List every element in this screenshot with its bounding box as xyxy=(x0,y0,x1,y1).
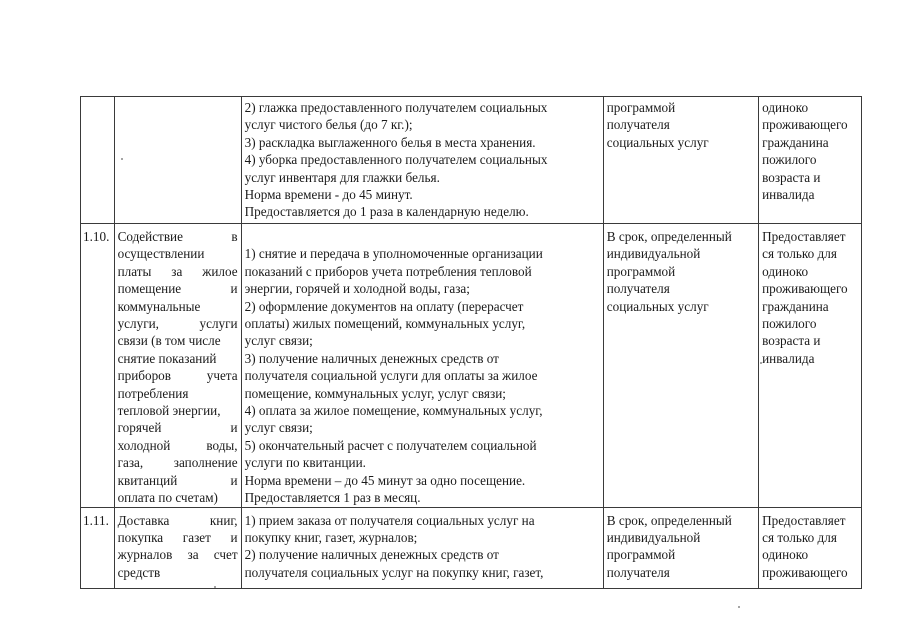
service-line: услуги, услуги xyxy=(117,316,238,332)
content-line: Норма времени - до 45 минут. xyxy=(244,187,413,203)
content-line: 2) оформление документов на оплату (перерасчет xyxy=(244,298,524,314)
content-line: оплаты) жилых помещений, коммунальных услуг, xyxy=(244,316,526,332)
row-number: 1.10. xyxy=(81,224,115,508)
term-line: В срок, определенный xyxy=(606,512,732,528)
term-cell xyxy=(603,97,758,224)
content-line: получателя социальных услуг на покупку книг, газет, xyxy=(244,564,544,580)
term-line: программой xyxy=(606,100,676,115)
table-row xyxy=(81,507,862,588)
term-cell xyxy=(603,507,758,588)
service-line: платы за жилое xyxy=(117,263,238,279)
content-line: показаний с приборов учета потребления тепловой xyxy=(244,263,532,279)
term-line: индивидуальной xyxy=(606,529,701,545)
service-line: Содействие в xyxy=(117,229,238,244)
note-line: инвалида xyxy=(762,187,815,203)
content-line: 1) снятие и передача в уполномоченные организации xyxy=(244,246,543,262)
note-line: Предоставляет xyxy=(762,512,846,528)
note-line: пожилого xyxy=(762,152,817,168)
row-number: 1.11. xyxy=(81,507,115,588)
content-line: покупку книг, газет, журналов; xyxy=(244,529,418,545)
content-line: помещение, коммунальных услуг, услуг связи; xyxy=(244,385,506,401)
row-number xyxy=(81,97,115,224)
content-line: 2) получение наличных денежных средств от xyxy=(244,547,499,563)
content-line: энергии, горячей и холодной воды, газа; xyxy=(244,281,470,297)
term-line: В срок, определенный xyxy=(606,229,732,244)
service-line: средств xyxy=(117,564,161,580)
note-line: гражданина xyxy=(762,298,829,314)
service-line: помещение и xyxy=(117,281,238,297)
term-line: индивидуальной xyxy=(606,246,701,262)
note-cell xyxy=(759,97,862,224)
service-line: оплата по счетам) xyxy=(117,490,218,506)
note-cell xyxy=(759,507,862,588)
content-line: 3) получение наличных денежных средств от xyxy=(244,350,499,366)
service-line: связи (в том числе xyxy=(117,333,221,349)
service-content-cell xyxy=(241,97,603,224)
service-line: холодной воды, xyxy=(117,437,238,453)
note-line: одиноко xyxy=(762,100,809,115)
note-line: возраста и xyxy=(762,169,821,185)
content-line: услуг инвентаря для глажки белья. xyxy=(244,169,440,185)
note-line: одиноко xyxy=(762,263,809,279)
note-line: Предоставляет xyxy=(762,229,846,244)
service-line: снятие показаний xyxy=(117,350,217,366)
service-line: квитанций и xyxy=(117,472,238,488)
note-line: ся только для xyxy=(762,529,837,545)
content-line: Предоставляется 1 раз в месяц. xyxy=(244,490,421,506)
table-row xyxy=(81,224,862,508)
content-line: услуги по квитанции. xyxy=(244,455,366,471)
services-table xyxy=(80,96,862,589)
term-line: получателя xyxy=(606,117,670,133)
content-line: услуг связи; xyxy=(244,420,313,436)
service-content-cell xyxy=(241,507,603,588)
note-line: инвалида xyxy=(762,350,815,366)
service-line: журналов за счет xyxy=(117,547,238,563)
content-line: услуг чистого белья (до 7 кг.); xyxy=(244,117,413,133)
service-line: тепловой энергии, xyxy=(117,403,221,419)
content-line: Норма времени – до 45 минут за одно посещение. xyxy=(244,472,526,488)
service-name-cell xyxy=(114,507,241,588)
note-line: ся только для xyxy=(762,246,837,262)
note-line: проживающего xyxy=(762,564,848,580)
term-line: программой xyxy=(606,547,676,563)
note-line: одиноко xyxy=(762,547,809,563)
scan-speck xyxy=(760,362,762,364)
term-line: программой xyxy=(606,263,676,279)
scan-speck xyxy=(738,606,740,608)
note-line: возраста и xyxy=(762,333,821,349)
service-line: Доставка книг, xyxy=(117,512,238,528)
service-name-cell xyxy=(114,97,241,224)
note-cell xyxy=(759,224,862,508)
content-line: 5) окончательный расчет с получателем социальной xyxy=(244,437,537,453)
content-line: услуг связи; xyxy=(244,333,313,349)
content-line: 4) уборка предоставленного получателем социальных xyxy=(244,152,548,168)
term-line: получателя xyxy=(606,564,670,580)
service-line: приборов учета xyxy=(117,368,238,384)
note-line: проживающего xyxy=(762,281,848,297)
content-line: 1) прием заказа от получателя социальных услуг на xyxy=(244,512,535,528)
content-line: 2) глажка предоставленного получателем социальных xyxy=(244,100,548,115)
term-line: социальных услуг xyxy=(606,134,709,150)
service-line: коммунальные xyxy=(117,298,201,314)
note-line: гражданина xyxy=(762,134,829,150)
scan-speck xyxy=(214,586,216,588)
service-line: газа, заполнение xyxy=(117,455,238,471)
content-line: 4) оплата за жилое помещение, коммунальных услуг, xyxy=(244,403,543,419)
table-row xyxy=(81,97,862,224)
term-line: получателя xyxy=(606,281,670,297)
service-line: потребления xyxy=(117,385,189,401)
service-content-cell xyxy=(241,224,603,508)
term-line: социальных услуг xyxy=(606,298,709,314)
service-line: осуществлении xyxy=(117,246,205,262)
content-line: получателя социальной услуги для оплаты за жилое xyxy=(244,368,538,384)
term-cell xyxy=(603,224,758,508)
scan-speck xyxy=(121,158,123,160)
content-line: 3) раскладка выглаженного белья в места хранения. xyxy=(244,134,536,150)
content-line xyxy=(245,228,600,245)
service-line: покупка газет и xyxy=(117,529,238,545)
service-name-cell xyxy=(114,224,241,508)
content-line: Предоставляется до 1 раза в календарную неделю. xyxy=(244,204,529,220)
note-line: пожилого xyxy=(762,316,817,332)
note-line: проживающего xyxy=(762,117,848,133)
service-line: горячей и xyxy=(117,420,238,436)
